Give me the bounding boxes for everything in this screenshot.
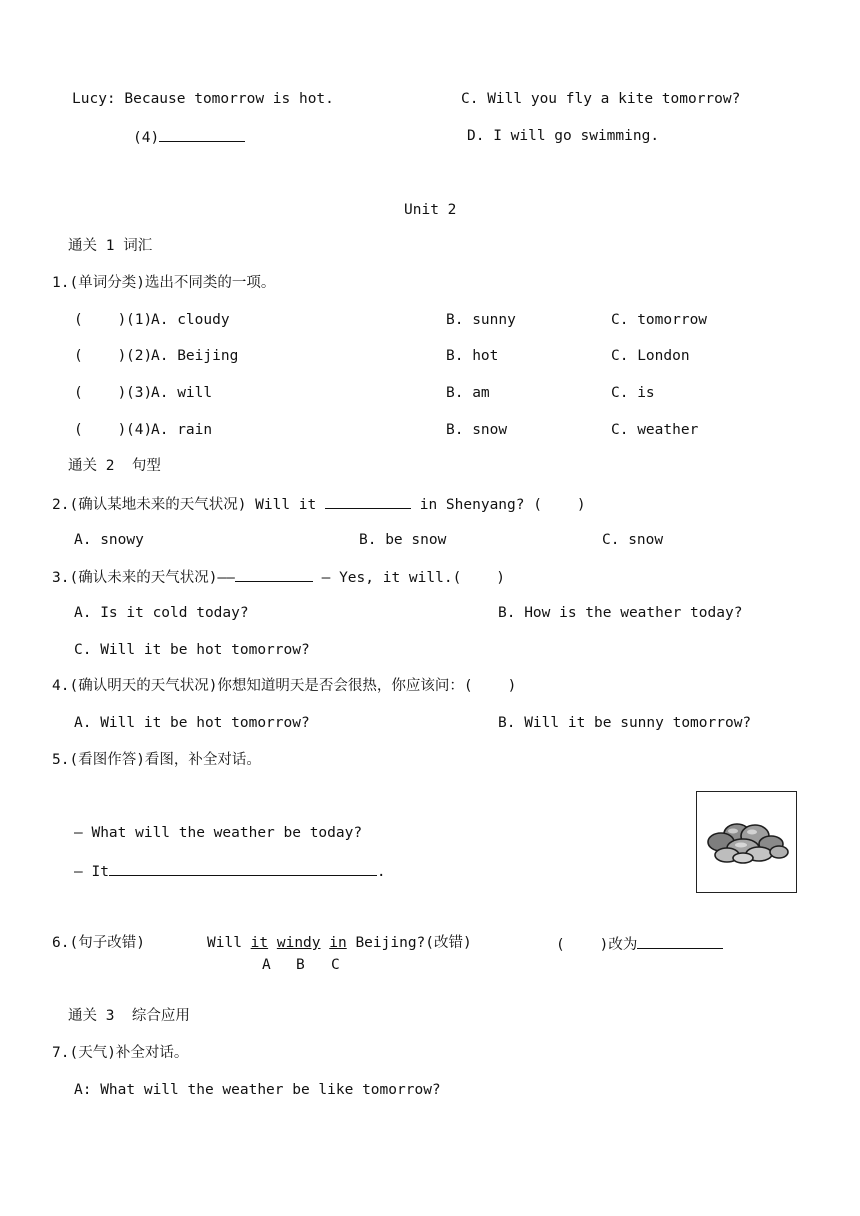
fill-blank [109, 861, 377, 876]
cloud-icon [697, 792, 795, 891]
underlined-word-c: in [329, 935, 347, 951]
answer-blank-4 [133, 127, 245, 147]
choice-b: B. be snow [359, 532, 447, 548]
question-6-label: 6.(句子改错) [52, 935, 145, 951]
item-number: (4) [126, 422, 153, 438]
choice-a: A. snowy [74, 532, 144, 548]
choice-a: A. will [151, 385, 213, 401]
question-2-tail: in Shenyang? ( ) [411, 497, 586, 513]
question-3-tail: — Yes, it will.( ) [312, 570, 505, 586]
dialogue-suffix: . [376, 864, 386, 880]
underlined-word-b: windy [276, 935, 321, 951]
item-number: (2) [126, 348, 153, 364]
correction-paren: ( )改为 [556, 937, 638, 953]
item-number: (3) [126, 385, 153, 401]
question-5-title: 5.(看图作答)看图，补全对话。 [52, 752, 261, 768]
answer-paren: ( ) [74, 348, 127, 364]
question-1-title: 1.(单词分类)选出不同类的一项。 [52, 275, 276, 291]
question-2 [52, 494, 586, 514]
dialogue-line: A: What will the weather be like tomorrow? [74, 1082, 441, 1098]
underlined-word-a: it [250, 935, 269, 951]
answer-paren: ( ) [74, 385, 127, 401]
choice-c: C. is [611, 385, 655, 401]
correction-answer [556, 934, 723, 954]
word-will: Will [207, 935, 242, 951]
dialogue-line: Lucy: Because tomorrow is hot. [72, 91, 334, 107]
choice-c: C. snow [602, 532, 664, 548]
blank-label: (4) [133, 130, 160, 146]
dialogue-prefix: — It [74, 864, 109, 880]
weather-picture [696, 791, 797, 893]
choice-a: A. rain [151, 422, 213, 438]
choice-c: C. weather [611, 422, 699, 438]
answer-paren: ( ) [74, 422, 127, 438]
section-heading-application: 通关 3 综合应用 [68, 1008, 190, 1024]
question-3 [52, 567, 505, 587]
option-c: C. Will you fly a kite tomorrow? [461, 91, 741, 107]
letter-b: B [296, 957, 305, 973]
section-heading-vocab: 通关 1 词汇 [68, 238, 153, 254]
question-2-stem: 2.(确认某地未来的天气状况) Will it [52, 497, 325, 513]
question-4: 4.(确认明天的天气状况)你想知道明天是否会很热，你应该问：( ) [52, 678, 517, 694]
question-3-stem: 3.(确认未来的天气状况)—— [52, 570, 235, 586]
letter-c: C [331, 957, 340, 973]
choice-b: B. How is the weather today? [498, 605, 743, 621]
section-heading-sentences: 通关 2 句型 [68, 458, 161, 474]
choice-c: C. London [611, 348, 690, 364]
choice-b: B. hot [446, 348, 499, 364]
choice-a: A. cloudy [151, 312, 230, 328]
question-7-title: 7.(天气)补全对话。 [52, 1045, 189, 1061]
fill-blank [637, 934, 723, 949]
choice-b: B. am [446, 385, 490, 401]
letter-a: A [262, 957, 271, 973]
fill-blank [325, 494, 411, 509]
item-number: (1) [126, 312, 153, 328]
option-d: D. I will go swimming. [467, 128, 660, 144]
dialogue-line: — What will the weather be today? [74, 825, 363, 841]
choice-a: A. Is it cold today? [74, 605, 249, 621]
answer-paren: ( ) [74, 312, 127, 328]
dialogue-answer-line [74, 861, 386, 881]
fill-blank [235, 567, 313, 582]
choice-a: A. Will it be hot tomorrow? [74, 715, 310, 731]
unit-title: Unit 2 [404, 202, 457, 218]
choice-a: A. Beijing [151, 348, 239, 364]
choice-b: B. snow [446, 422, 508, 438]
choice-c: C. tomorrow [611, 312, 708, 328]
choice-b: B. Will it be sunny tomorrow? [498, 715, 752, 731]
choice-b: B. sunny [446, 312, 516, 328]
choice-c: C. Will it be hot tomorrow? [74, 642, 310, 658]
sentence-rest: Beijing?(改错) [355, 935, 472, 951]
fill-blank [159, 127, 245, 142]
question-6-sentence [207, 934, 472, 952]
